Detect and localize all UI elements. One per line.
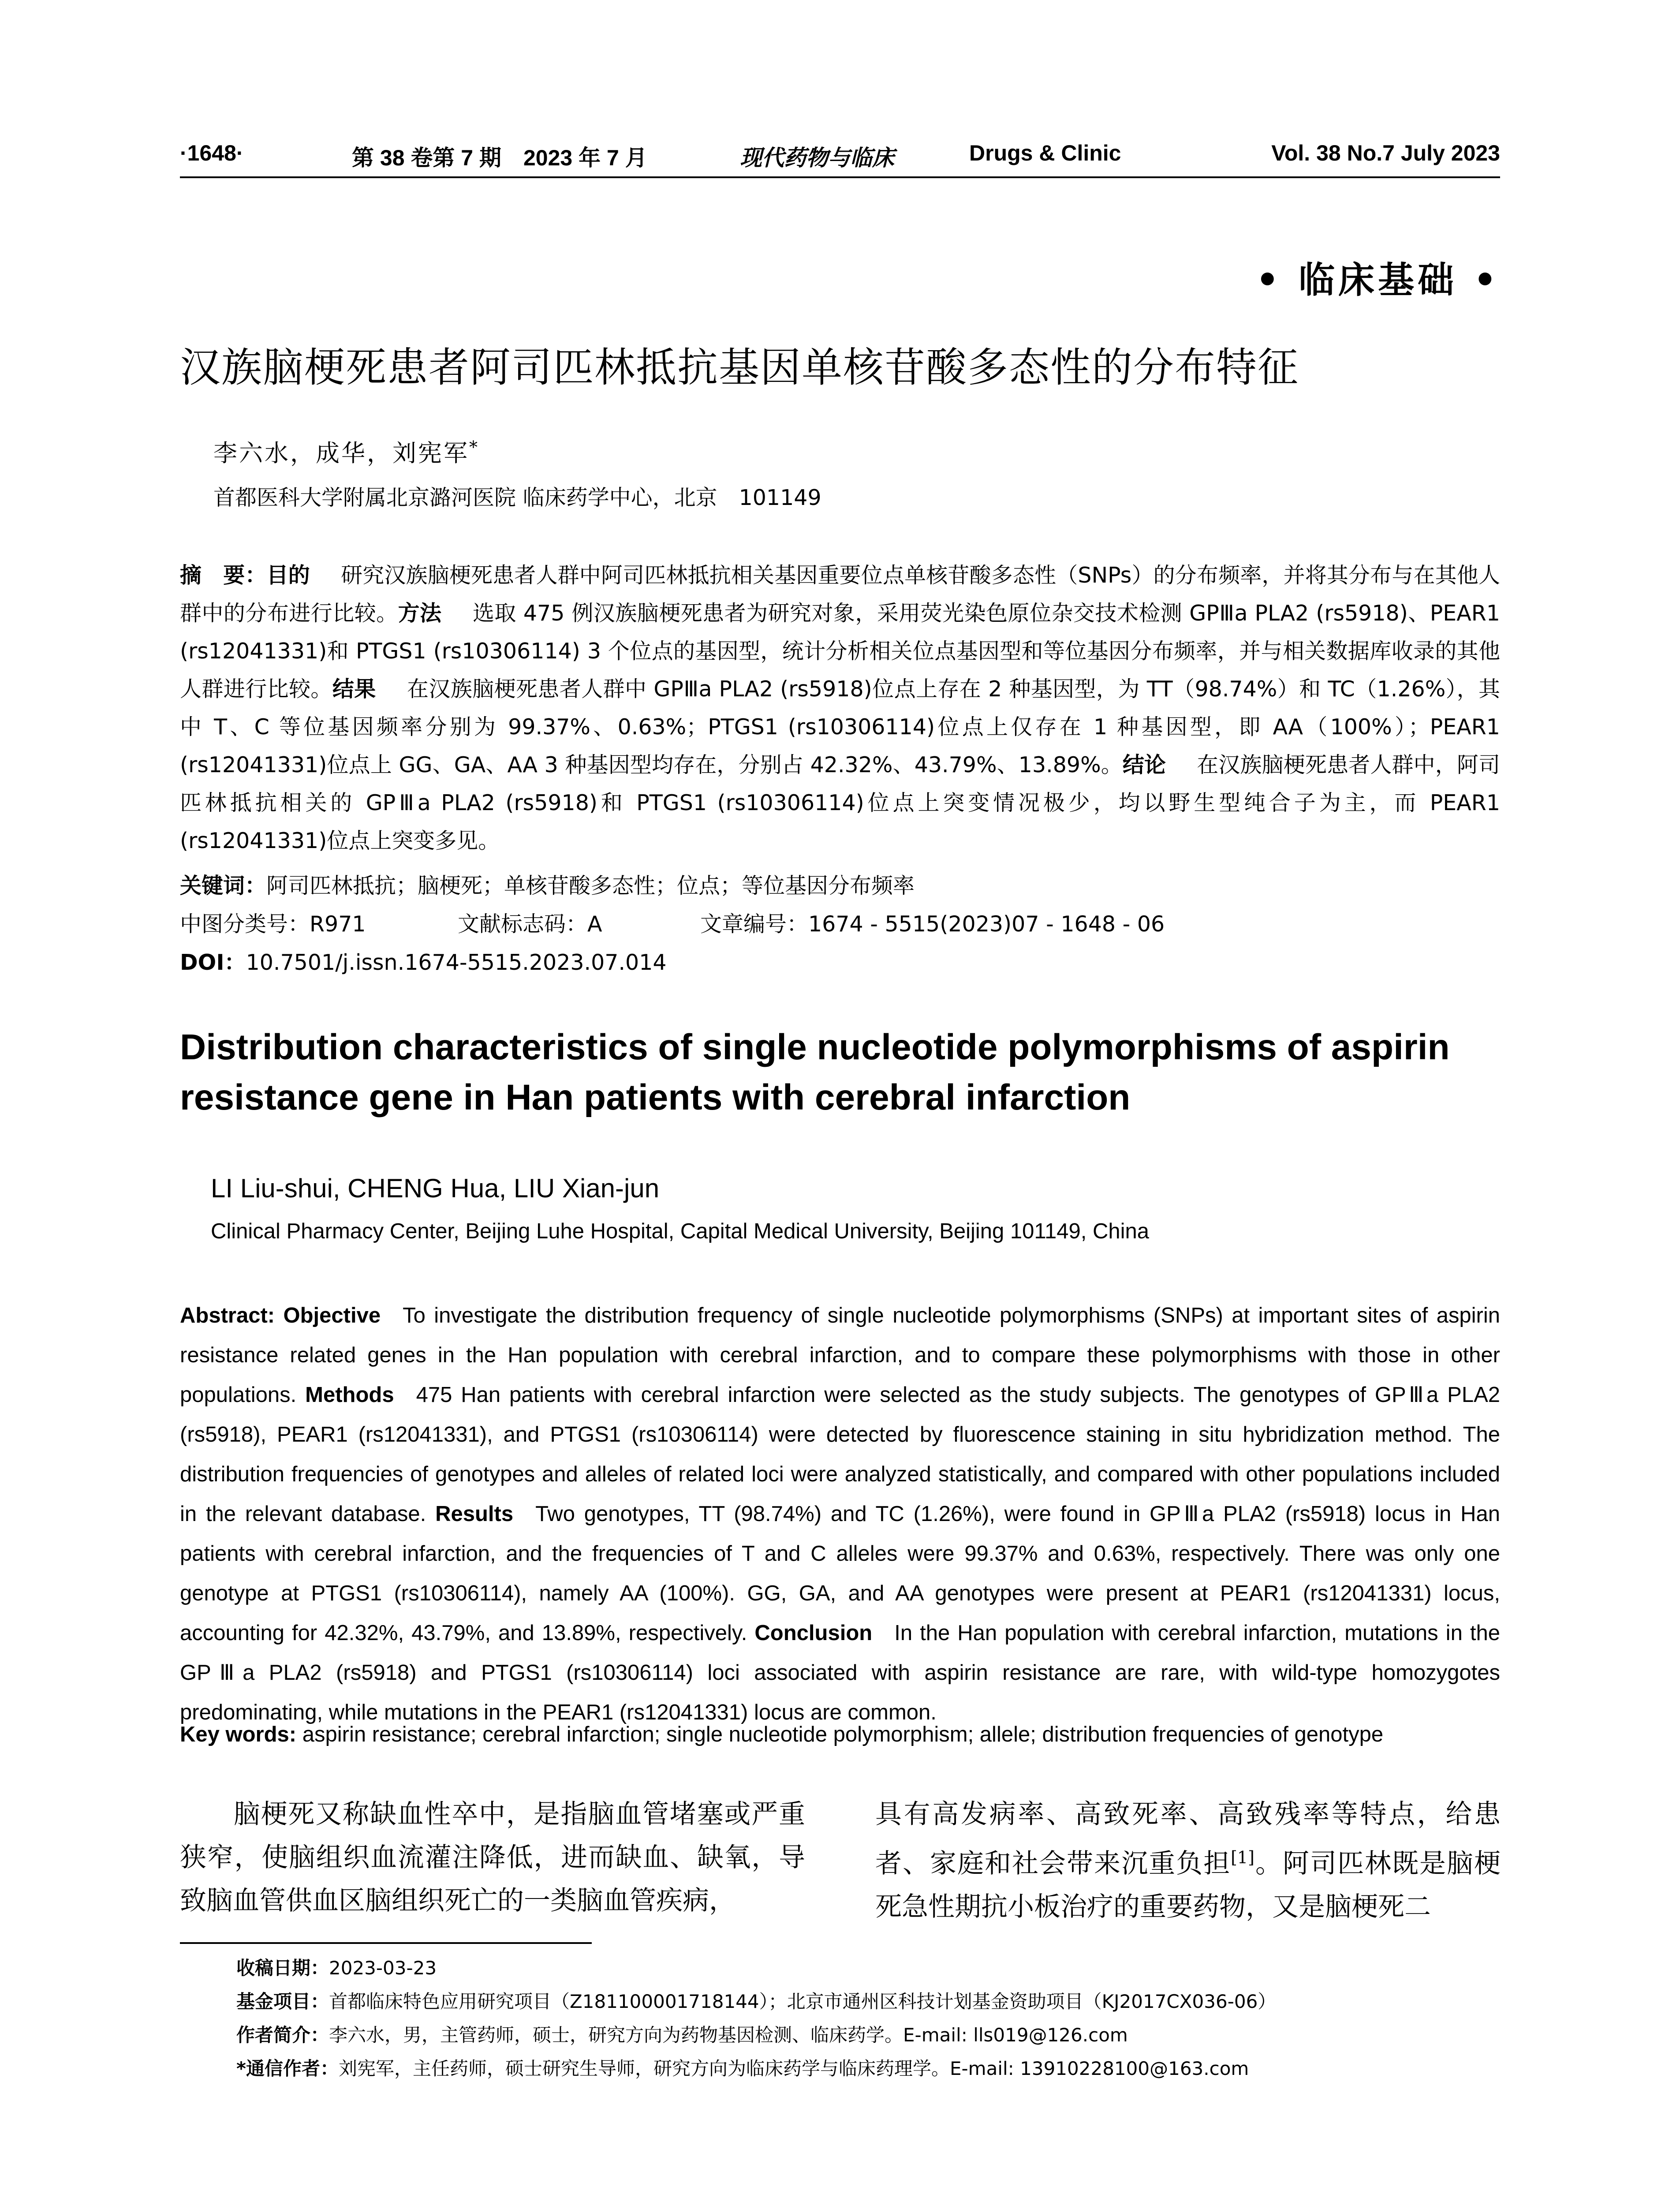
title-en: Distribution characteristics of single nucleotide polymorphisms of aspirin resistance gene in Han patients with cerebral infarction [180,1027,1450,1117]
corresponding-label: *通信作者： [236,2058,339,2079]
keywords-cn [180,869,915,900]
body-column-left [180,1793,805,1922]
abstract-cn-conclusion-label: 结论 [1122,752,1166,777]
doi-label: DOI： [180,950,246,975]
page-number: ·1648· [180,141,244,165]
footnote-corresponding [236,2054,1249,2081]
footnote-author [236,2021,1128,2047]
abstract-en-conclusion: In the Han population with cerebral infarction, mutations in the GPⅢa PLA2 (rs5918) and PTGS1 (rs10306114) loci associated with aspirin resistance are rare, with wild-type homozygotes predominating, while mutations in the PEAR1 (rs12041331) locus are common. [180,1621,1500,1724]
abstract-en-objective: To investigate the distribution frequency of single nucleotide polymorphisms (SNPs) at important sites of aspirin resistance related genes in the Han population with cerebral infarction, and to compare these polymorphisms with those in other populations. [180,1304,1500,1407]
footnote-fund [236,1987,1276,2014]
keywords-en-label: Key words: [180,1723,297,1746]
abstract-en-results-label: Results [435,1502,514,1526]
document-code: 文献标志码：A [458,912,602,937]
abstract-en-label: Abstract: [180,1304,275,1327]
abstract-en-results: Two genotypes, TT (98.74%) and TC (1.26%), were found in GPⅢa PLA2 (rs5918) locus in Han patients with cerebral infarction, and the frequencies of T and C alleles were 99.37% and 0.63%, respectively. There was only one genotype at PTGS1 (rs10306114), namely AA (100%). GG, GA, and AA genotypes were present at PEAR1 (rs12041331) locus, accounting for 42.32%, 43.79%, and 13.89%, respectively. [180,1502,1500,1645]
abstract-cn-results: 在汉族脑梗死患者人群中 GPⅢa PLA2 (rs5918)位点上存在 2 种基因型，为 TT（98.74%）和 TC（1.26%），其中 T、C 等位基因频率分别为 99.37%、0.63%；PTGS1 (rs10306114)位点上仅存在 1 种基因型，即 AA（100%）；PEAR1 (rs12041331)位点上 GG、GA、AA 3 种基因型均存在，分别占 42.32%、43.79%、13.89%。 [180,676,1500,777]
corresponding-mark: * [469,437,479,457]
author-bio-label: 作者简介： [236,2024,329,2046]
abstract-en-methods: 475 Han patients with cerebral infarction were selected as the study subjects. The genotypes of GPⅢa PLA2 (rs5918), PEAR1 (rs12041331), and PTGS1 (rs10306114) were detected by fluorescence staining in situ hybridization method. The distribution frequencies of genotypes and alleles of related loci were analyzed statistically, and compared with other populations included in the relevant database. [180,1383,1500,1526]
doi-value: 10.7501/j.issn.1674-5515.2023.07.014 [246,950,667,975]
abstract-cn [180,557,1500,860]
clc-number: 中图分类号：R971 [180,912,366,937]
received-label: 收稿日期： [236,1957,329,1979]
body-right-text-b: 。阿司匹林既是脑梗死急性期抗小板治疗的重要药物，又是脑梗死二 [875,1848,1501,1922]
section-label: • 临床基础 • [1256,259,1500,301]
authors-cn-text: 李六水，成华，刘宪军 [213,439,469,467]
author-bio-text: 李六水，男，主管药师，硕士，研究方向为药物基因检测、临床药学。E-mail: lls019@126.com [329,2024,1128,2046]
abstract-cn-objective: 研究汉族脑梗死患者人群中阿司匹林抵抗相关基因重要位点单核苷酸多态性（SNPs）的分布频率，并将其分布与在其他人群中的分布进行比较。 [180,563,1500,626]
authors-cn [213,434,479,468]
keywords-en-text: aspirin resistance; cerebral infarction; single nucleotide polymorphism; allele; distribution frequencies of genotype [302,1723,1384,1746]
fund-text: 首都临床特色应用研究项目（Z181100001718144）；北京市通州区科技计划基金资助项目（KJ2017CX036-06） [329,1991,1277,2012]
keywords-en [180,1722,1383,1747]
article-number: 文章编号：1674 - 5515(2023)07 - 1648 - 06 [700,912,1165,937]
issue-cn: 第 38 卷第 7 期 2023 年 7 月 [352,146,647,170]
abstract-cn-results-label: 结果 [332,676,376,702]
body-left-text: 脑梗死又称缺血性卒中，是指脑血管堵塞或严重狭窄，使脑组织血流灌注降低，进而缺血、缺氧，导致脑血管供血区脑组织死亡的一类脑血管疾病， [180,1799,805,1916]
footnote-received [236,1954,437,1980]
doi [180,946,667,976]
abstract-cn-methods: 选取 475 例汉族脑梗死患者为研究对象，采用荧光染色原位杂交技术检测 GPⅢa PLA2 (rs5918)、PEAR1 (rs12041331)和 PTGS1 (rs10306114) 3 个位点的基因型，统计分析相关位点基因型和等位基因分布频率，并与相关数据库收录的其他人群进行比较。 [180,601,1500,702]
received-date: 2023-03-23 [329,1957,437,1979]
keywords-cn-label: 关键词： [180,873,267,898]
footnote-rule [180,1942,592,1944]
abstract-cn-methods-label: 方法 [398,601,442,626]
fund-label: 基金项目： [236,1991,329,2012]
abstract-cn-label: 摘 要： [180,563,267,588]
header-rule [180,176,1500,178]
affiliation-cn: 首都医科大学附属北京潞河医院 临床药学中心，北京 101149 [213,485,821,510]
title-cn: 汉族脑梗死患者阿司匹林抵抗基因单核苷酸多态性的分布特征 [180,344,1299,391]
issue-en: Vol. 38 No.7 July 2023 [1271,141,1500,165]
abstract-en-conclusion-label: Conclusion [754,1621,873,1645]
classification-cn [180,907,1165,938]
body-column-right [875,1793,1501,1928]
abstract-en [180,1296,1500,1732]
abstract-en-methods-label: Methods [305,1383,394,1407]
citation-ref: [1] [1231,1848,1254,1867]
running-header [180,140,1500,176]
body-right-text-a: 具有高发病率、高致死率、高致残率等特点，给患者、家庭和社会带来沉重负担 [875,1799,1501,1879]
affiliation-en: Clinical Pharmacy Center, Beijing Luhe Hospital, Capital Medical University, Beijing 101149, China [211,1219,1150,1243]
corresponding-text: 刘宪军，主任药师，硕士研究生导师，研究方向为临床药学与临床药理学。E-mail: 13910228100@163.com [338,2058,1249,2079]
journal-name-en: Drugs & Clinic [969,141,1121,165]
abstract-en-objective-label: Objective [283,1304,381,1327]
journal-name-cn: 现代药物与临床 [740,145,894,171]
authors-en: LI Liu-shui, CHENG Hua, LIU Xian-jun [211,1174,660,1203]
abstract-cn-conclusion: 在汉族脑梗死患者人群中，阿司匹林抵抗相关的 GPⅢa PLA2 (rs5918)和 PTGS1 (rs10306114)位点上突变情况极少，均以野生型纯合子为主，而 PEAR1 (rs12041331)位点上突变多见。 [180,752,1500,853]
abstract-cn-objective-label: 目的 [266,563,310,588]
keywords-cn-text: 阿司匹林抵抗；脑梗死；单核苷酸多态性；位点；等位基因分布频率 [266,873,915,898]
